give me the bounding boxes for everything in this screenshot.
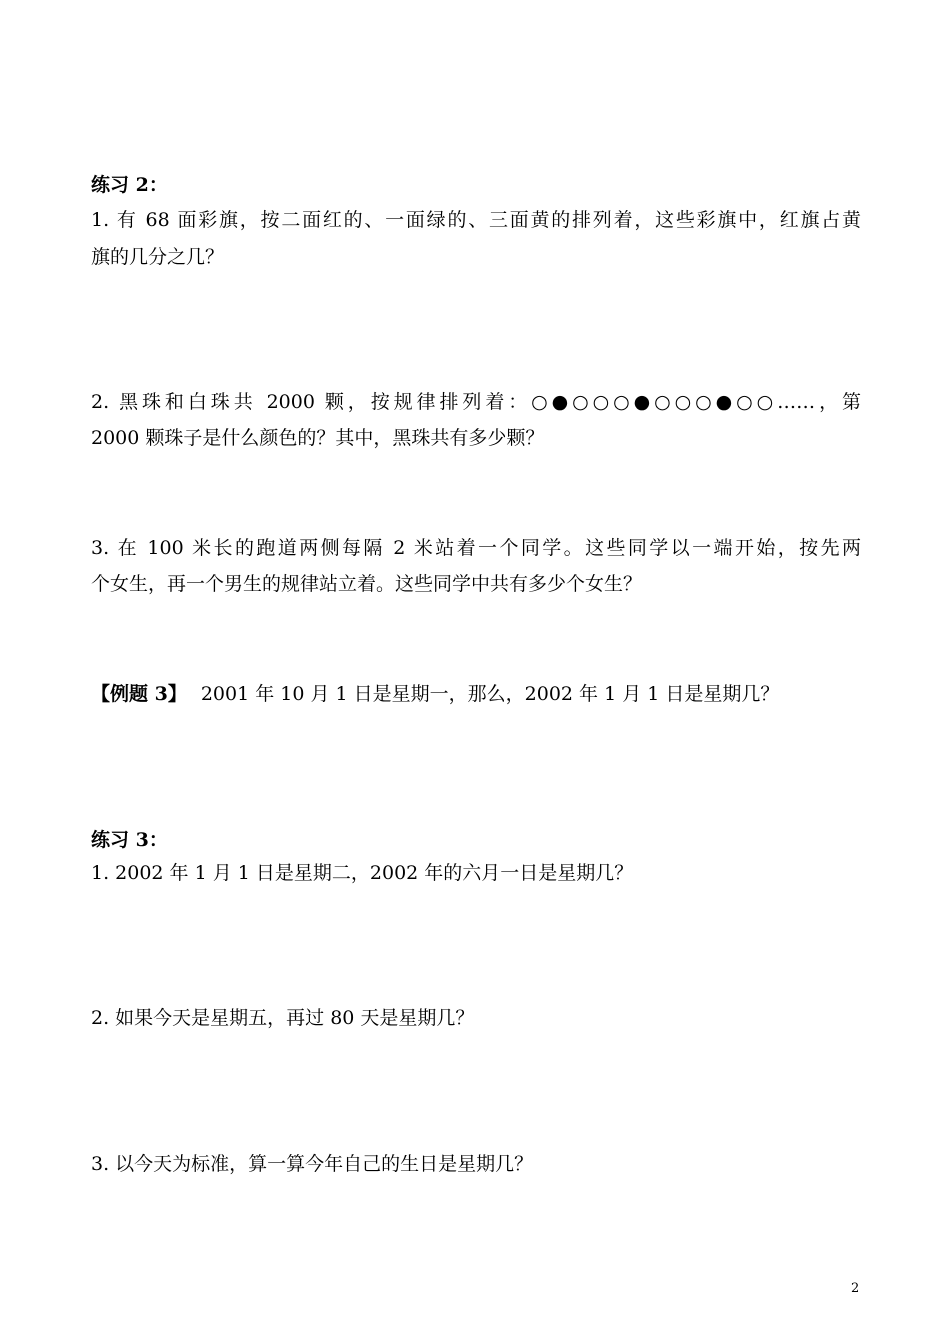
example3-label: 【例题 3】 xyxy=(91,683,187,705)
practice3-q1: 1. 2002 年 1 月 1 日是星期二，2002 年的六月一日是星期几？ xyxy=(91,862,634,884)
practice2-q2-line2: 2000 颗珠子是什么颜色的？其中，黑珠共有多少颗？ xyxy=(91,427,545,449)
practice2-q1-line2: 旗的几分之几？ xyxy=(91,246,225,268)
example3-text: 2001 年 10 月 1 日是星期一，那么，2002 年 1 月 1 日是星期几？ xyxy=(200,683,780,705)
practice3-heading: 练习 3： xyxy=(91,829,168,851)
practice2-heading: 练习 2： xyxy=(91,174,168,196)
page-number: 2 xyxy=(851,1281,860,1296)
practice2-q3-line1: 3. 在 100 米长的跑道两侧每隔 2 米站着一个同学。这些同学以一端开始，按先两 xyxy=(91,537,861,559)
practice2-q1-line1: 1. 有 68 面彩旗，按二面红的、一面绿的、三面黄的排列着，这些彩旗中，红旗占黄 xyxy=(91,209,861,231)
example3-line xyxy=(91,681,861,707)
practice2-q3-line2: 个女生，再一个男生的规律站立着。这些同学中共有多少个女生？ xyxy=(91,573,643,595)
practice2-q2-line1: 2. 黑珠和白珠共 2000 颗，按规律排列着：○●○○○●○○○●○○……，第 xyxy=(91,391,861,413)
practice3-q3: 3. 以今天为标准，算一算今年自己的生日是星期几？ xyxy=(91,1153,534,1175)
practice3-q2: 2. 如果今天是星期五，再过 80 天是星期几？ xyxy=(91,1007,475,1029)
